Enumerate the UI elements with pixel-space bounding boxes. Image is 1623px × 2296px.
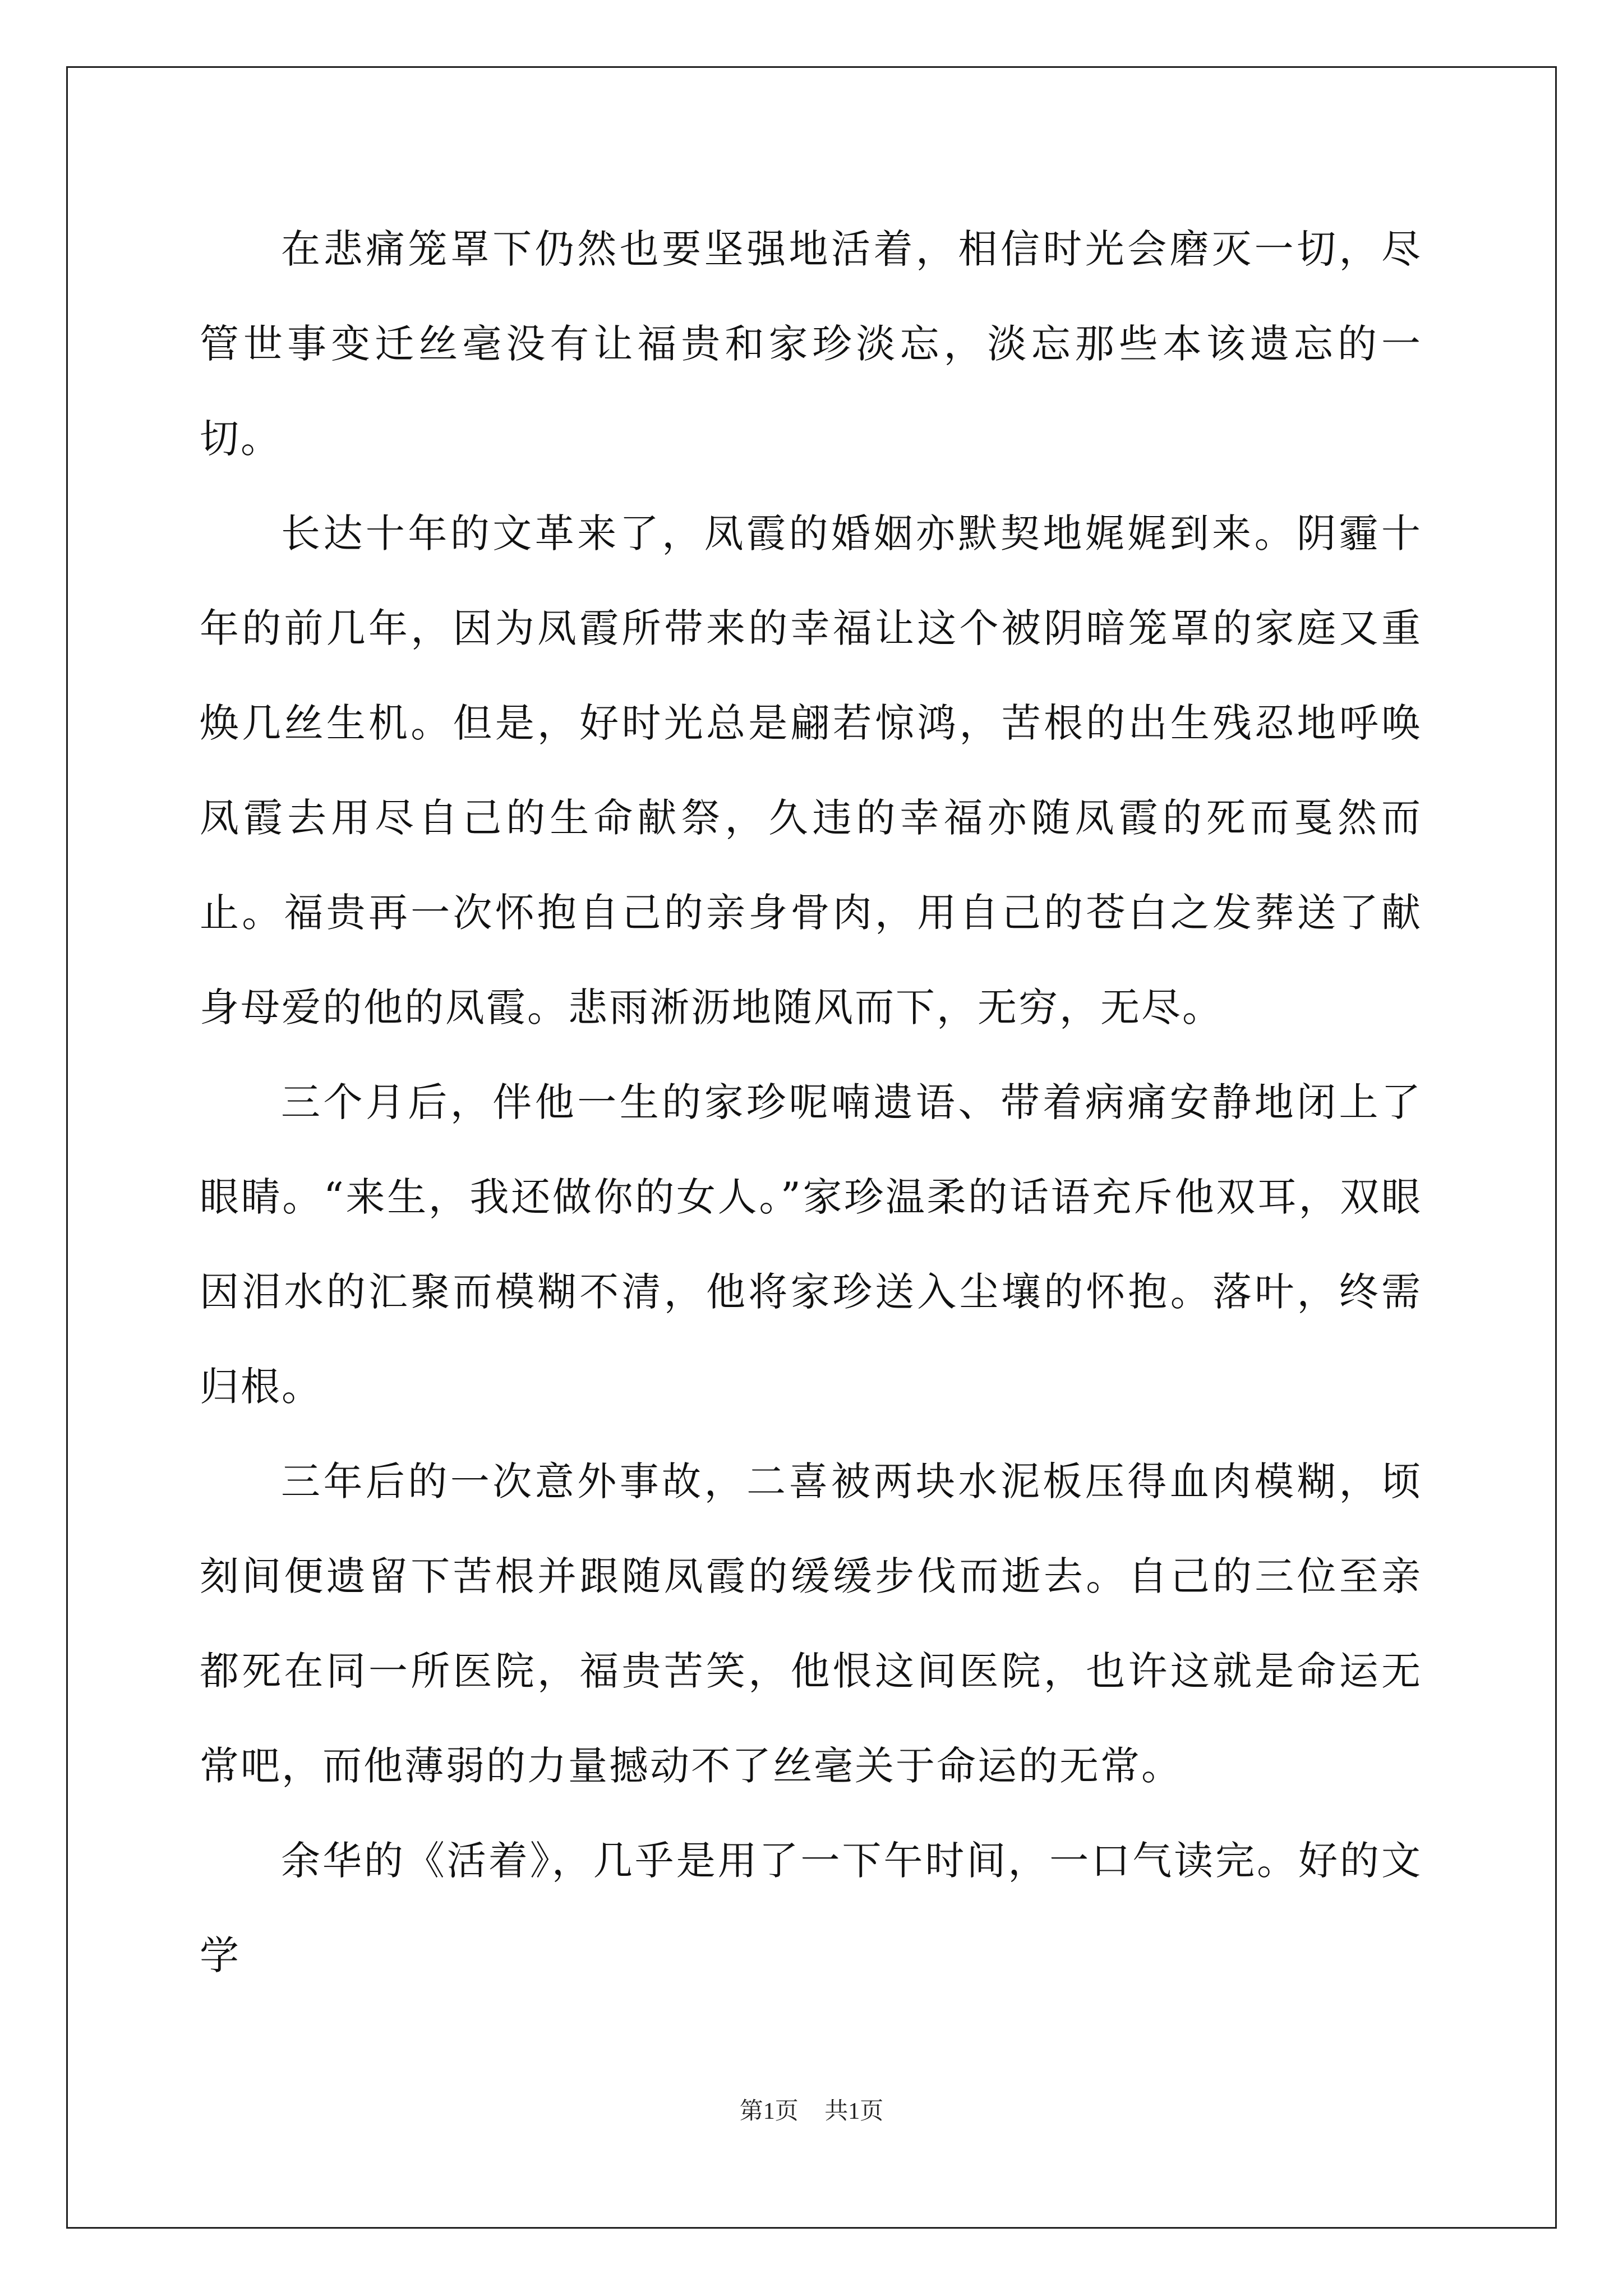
paragraph: 三年后的一次意外事故，二喜被两块水泥板压得血肉模糊，顷刻间便遗留下苦根并跟随凤霞的缓缓步伐而逝去。自己的三位至亲都死在同一所医院，福贵苦笑，他恨这间医院，也许这就是命运无常吧，而他薄弱的力量撼动不了丝毫关于命运的无常。 [200, 1458, 1422, 1789]
paragraph: 三个月后，伴他一生的家珍呢喃遗语、带着病痛安静地闭上了眼睛。“来生，我还做你的女人。”家珍温柔的话语充斥他双耳，双眼因泪水的汇聚而模糊不清，他将家珍送入尘壤的怀抱。落叶，终需归根。 [200, 1079, 1422, 1410]
page-footer [0, 2092, 1623, 2126]
document-body [200, 202, 1422, 2003]
page-number: 第1页 [739, 2099, 799, 2124]
paragraph: 长达十年的文革来了，凤霞的婚姻亦默契地娓娓到来。阴霾十年的前几年，因为凤霞所带来的幸福让这个被阴暗笼罩的家庭又重焕几丝生机。但是，好时光总是翩若惊鸿，苦根的出生残忍地呼唤凤霞去用尽自己的生命献祭，久违的幸福亦随凤霞的死而戛然而止。福贵再一次怀抱自己的亲身骨肉，用自己的苍白之发葬送了献身母爱的他的凤霞。悲雨淅沥地随风而下，无穷，无尽。 [200, 510, 1422, 1030]
paragraph: 在悲痛笼罩下仍然也要坚强地活着，相信时光会磨灭一切，尽管世事变迁丝毫没有让福贵和家珍淡忘，淡忘那些本该遗忘的一切。 [200, 226, 1422, 462]
page-total: 共1页 [824, 2099, 884, 2124]
paragraph: 余华的《活着》，几乎是用了一下午时间，一口气读完。好的文学 [200, 1838, 1422, 1978]
